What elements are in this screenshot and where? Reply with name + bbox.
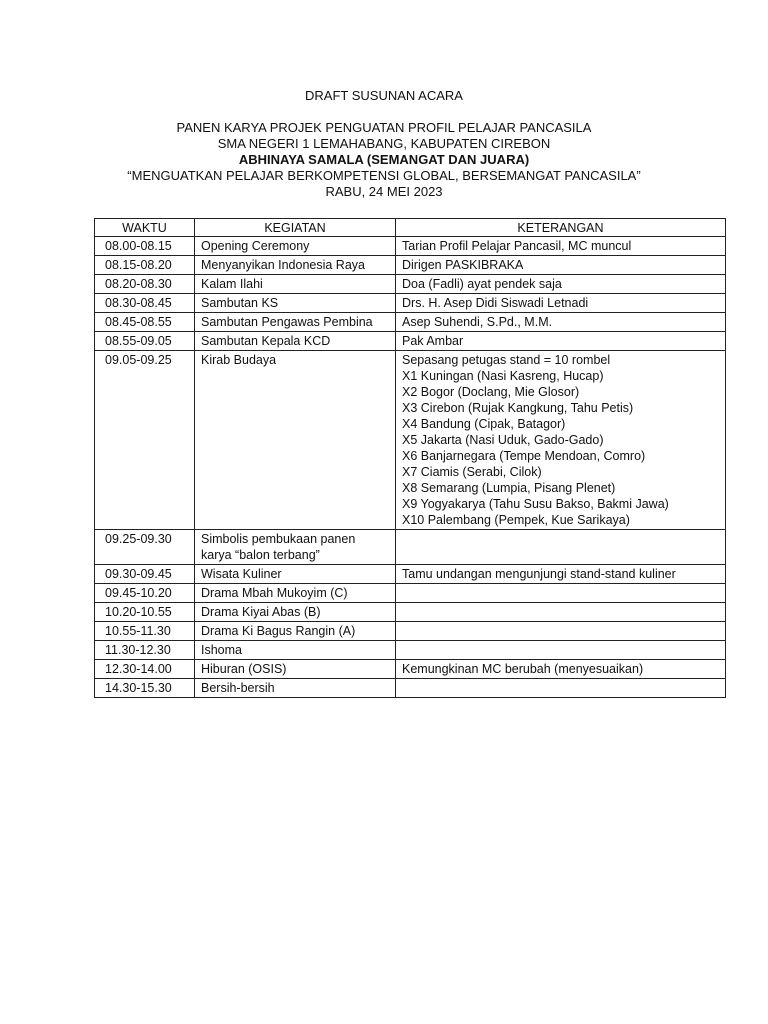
cell-kegiatan <box>195 530 396 565</box>
cell-waktu: 08.15-08.20 <box>95 256 195 275</box>
cell-kegiatan-line: Ishoma <box>201 643 242 657</box>
cell-keterangan-line: Doa (Fadli) ayat pendek saja <box>402 277 562 291</box>
cell-keterangan-line: Drs. H. Asep Didi Siswadi Letnadi <box>402 296 589 310</box>
cell-kegiatan-line: karya “balon terbang” <box>201 548 320 562</box>
cell-waktu: 12.30-14.00 <box>95 660 195 679</box>
table-row <box>95 565 726 584</box>
cell-keterangan-line <box>402 681 405 695</box>
cell-kegiatan-line: Opening Ceremony <box>201 239 310 253</box>
header-spacer <box>0 104 768 120</box>
cell-keterangan <box>396 275 726 294</box>
cell-waktu: 08.30-08.45 <box>95 294 195 313</box>
cell-kegiatan-line: Wisata Kuliner <box>201 567 282 581</box>
cell-keterangan <box>396 679 726 698</box>
cell-keterangan <box>396 660 726 679</box>
cell-waktu: 11.30-12.30 <box>95 641 195 660</box>
cell-kegiatan <box>195 256 396 275</box>
cell-waktu: 08.55-09.05 <box>95 332 195 351</box>
event-theme: ABHINAYA SAMALA (SEMANGAT DAN JUARA) <box>238 152 530 167</box>
table-row <box>95 530 726 565</box>
cell-keterangan-line: X4 Bandung (Cipak, Batagor) <box>402 417 566 431</box>
schedule-table-head <box>95 219 726 237</box>
cell-keterangan-line: X6 Banjarnegara (Tempe Mendoan, Comro) <box>402 449 646 463</box>
cell-kegiatan <box>195 275 396 294</box>
cell-kegiatan <box>195 313 396 332</box>
cell-waktu: 10.20-10.55 <box>95 603 195 622</box>
cell-keterangan <box>396 530 726 565</box>
cell-keterangan-line <box>402 605 405 619</box>
cell-kegiatan-line: Drama Ki Bagus Rangin (A) <box>201 624 356 638</box>
table-row <box>95 275 726 294</box>
document-header <box>0 88 768 200</box>
cell-keterangan-line: Tamu undangan mengunjungi stand-stand kuliner <box>402 567 676 581</box>
cell-kegiatan <box>195 294 396 313</box>
cell-keterangan-line: X8 Semarang (Lumpia, Pisang Plenet) <box>402 481 616 495</box>
cell-waktu: 10.55-11.30 <box>95 622 195 641</box>
cell-keterangan-line <box>402 643 405 657</box>
schedule-table <box>94 218 726 698</box>
cell-keterangan <box>396 622 726 641</box>
cell-keterangan-line: X3 Cirebon (Rujak Kangkung, Tahu Petis) <box>402 401 634 415</box>
cell-kegiatan-line: Drama Mbah Mukoyim (C) <box>201 586 348 600</box>
cell-waktu: 09.45-10.20 <box>95 584 195 603</box>
table-row <box>95 351 726 530</box>
table-row <box>95 332 726 351</box>
cell-kegiatan <box>195 660 396 679</box>
cell-waktu: 08.45-08.55 <box>95 313 195 332</box>
event-date: RABU, 24 MEI 2023 <box>325 184 443 199</box>
cell-kegiatan <box>195 584 396 603</box>
cell-kegiatan <box>195 565 396 584</box>
event-tagline: “MENGUATKAN PELAJAR BERKOMPETENSI GLOBAL, BERSEMANGAT PANCASILA” <box>127 168 641 183</box>
table-header-row <box>95 219 726 237</box>
cell-kegiatan-line: Sambutan Kepala KCD <box>201 334 331 348</box>
cell-keterangan-line: Pak Ambar <box>402 334 464 348</box>
cell-keterangan <box>396 332 726 351</box>
cell-keterangan-line: X2 Bogor (Doclang, Mie Glosor) <box>402 385 580 399</box>
cell-keterangan <box>396 313 726 332</box>
cell-kegiatan <box>195 237 396 256</box>
cell-keterangan <box>396 294 726 313</box>
cell-kegiatan-line: Drama Kiyai Abas (B) <box>201 605 321 619</box>
table-row <box>95 603 726 622</box>
table-row <box>95 256 726 275</box>
table-row <box>95 660 726 679</box>
schedule-table-body <box>95 237 726 698</box>
cell-keterangan <box>396 351 726 530</box>
cell-kegiatan <box>195 332 396 351</box>
cell-keterangan-line: Asep Suhendi, S.Pd., M.M. <box>402 315 553 329</box>
column-header-keterangan: KETERANGAN <box>396 219 726 237</box>
cell-kegiatan <box>195 641 396 660</box>
cell-kegiatan <box>195 622 396 641</box>
table-row <box>95 622 726 641</box>
cell-keterangan-line <box>402 532 405 546</box>
cell-keterangan-line: X7 Ciamis (Serabi, Cilok) <box>402 465 542 479</box>
cell-keterangan-line: X10 Palembang (Pempek, Kue Sarikaya) <box>402 513 630 527</box>
table-row <box>95 641 726 660</box>
cell-keterangan <box>396 584 726 603</box>
cell-waktu: 09.25-09.30 <box>95 530 195 565</box>
table-row <box>95 679 726 698</box>
table-row <box>95 237 726 256</box>
cell-keterangan-line: Sepasang petugas stand = 10 rombel <box>402 353 611 367</box>
cell-kegiatan-line: Sambutan KS <box>201 296 279 310</box>
cell-keterangan-line: Tarian Profil Pelajar Pancasil, MC muncul <box>402 239 632 253</box>
column-header-waktu: WAKTU <box>95 219 195 237</box>
cell-kegiatan-line: Kalam Ilahi <box>201 277 263 291</box>
cell-keterangan <box>396 641 726 660</box>
cell-kegiatan-line: Bersih-bersih <box>201 681 275 695</box>
table-row <box>95 313 726 332</box>
cell-kegiatan <box>195 603 396 622</box>
cell-waktu: 09.05-09.25 <box>95 351 195 530</box>
cell-waktu: 08.00-08.15 <box>95 237 195 256</box>
cell-keterangan <box>396 256 726 275</box>
cell-keterangan-line: X5 Jakarta (Nasi Uduk, Gado-Gado) <box>402 433 604 447</box>
table-row <box>95 294 726 313</box>
cell-keterangan <box>396 237 726 256</box>
cell-kegiatan-line: Sambutan Pengawas Pembina <box>201 315 373 329</box>
cell-keterangan <box>396 603 726 622</box>
cell-keterangan-line: X9 Yogyakarya (Tahu Susu Bakso, Bakmi Jawa) <box>402 497 669 511</box>
event-name: PANEN KARYA PROJEK PENGUATAN PROFIL PELAJAR PANCASILA <box>176 120 592 135</box>
school-name: SMA NEGERI 1 LEMAHABANG, KABUPATEN CIREBON <box>217 136 551 151</box>
cell-kegiatan-line: Simbolis pembukaan panen <box>201 532 356 546</box>
cell-waktu: 09.30-09.45 <box>95 565 195 584</box>
cell-keterangan-line: X1 Kuningan (Nasi Kasreng, Hucap) <box>402 369 604 383</box>
table-row <box>95 584 726 603</box>
cell-keterangan <box>396 565 726 584</box>
cell-kegiatan-line: Menyanyikan Indonesia Raya <box>201 258 365 272</box>
cell-waktu: 14.30-15.30 <box>95 679 195 698</box>
column-header-kegiatan: KEGIATAN <box>195 219 396 237</box>
cell-kegiatan-line: Hiburan (OSIS) <box>201 662 287 676</box>
cell-kegiatan-line: Kirab Budaya <box>201 353 277 367</box>
cell-keterangan-line: Dirigen PASKIBRAKA <box>402 258 524 272</box>
cell-kegiatan <box>195 679 396 698</box>
cell-keterangan-line <box>402 624 405 638</box>
cell-waktu: 08.20-08.30 <box>95 275 195 294</box>
cell-kegiatan <box>195 351 396 530</box>
cell-keterangan-line: Kemungkinan MC berubah (menyesuaikan) <box>402 662 644 676</box>
cell-keterangan-line <box>402 586 405 600</box>
document-title: DRAFT SUSUNAN ACARA <box>305 88 463 103</box>
